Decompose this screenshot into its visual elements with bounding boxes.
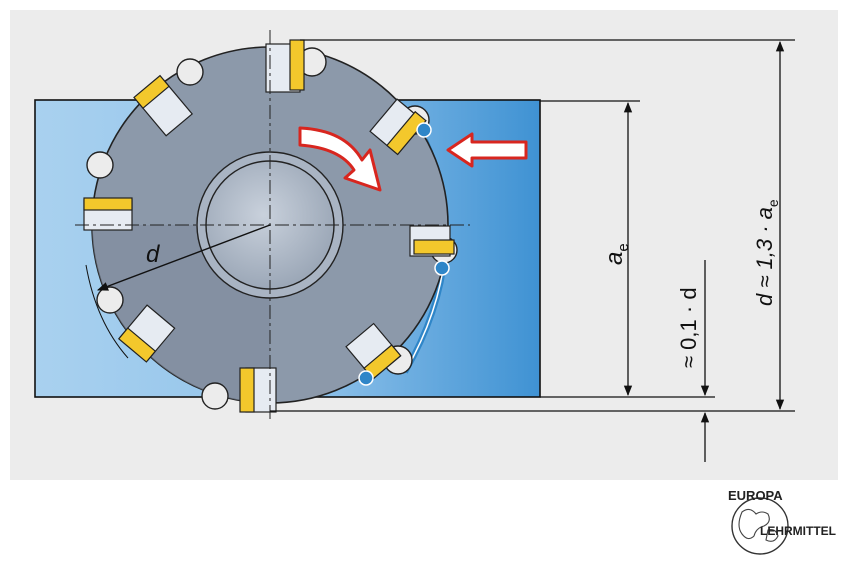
logo-bottom-text: LEHRMITTEL (760, 524, 836, 538)
overhang-label: ≈ 0,1 · d (676, 287, 701, 368)
europa-lehrmittel-logo (728, 488, 836, 554)
insert-right (410, 226, 454, 256)
diameter-label: d (146, 241, 160, 268)
insert-bottom (240, 368, 276, 412)
insert-top (266, 40, 304, 92)
diameter-rule-label: $d \approx 1,3 \cdot a_e$ (752, 199, 781, 306)
ae-label: $a_e$ (601, 243, 632, 265)
logo-top-text: EUROPA (728, 488, 783, 503)
